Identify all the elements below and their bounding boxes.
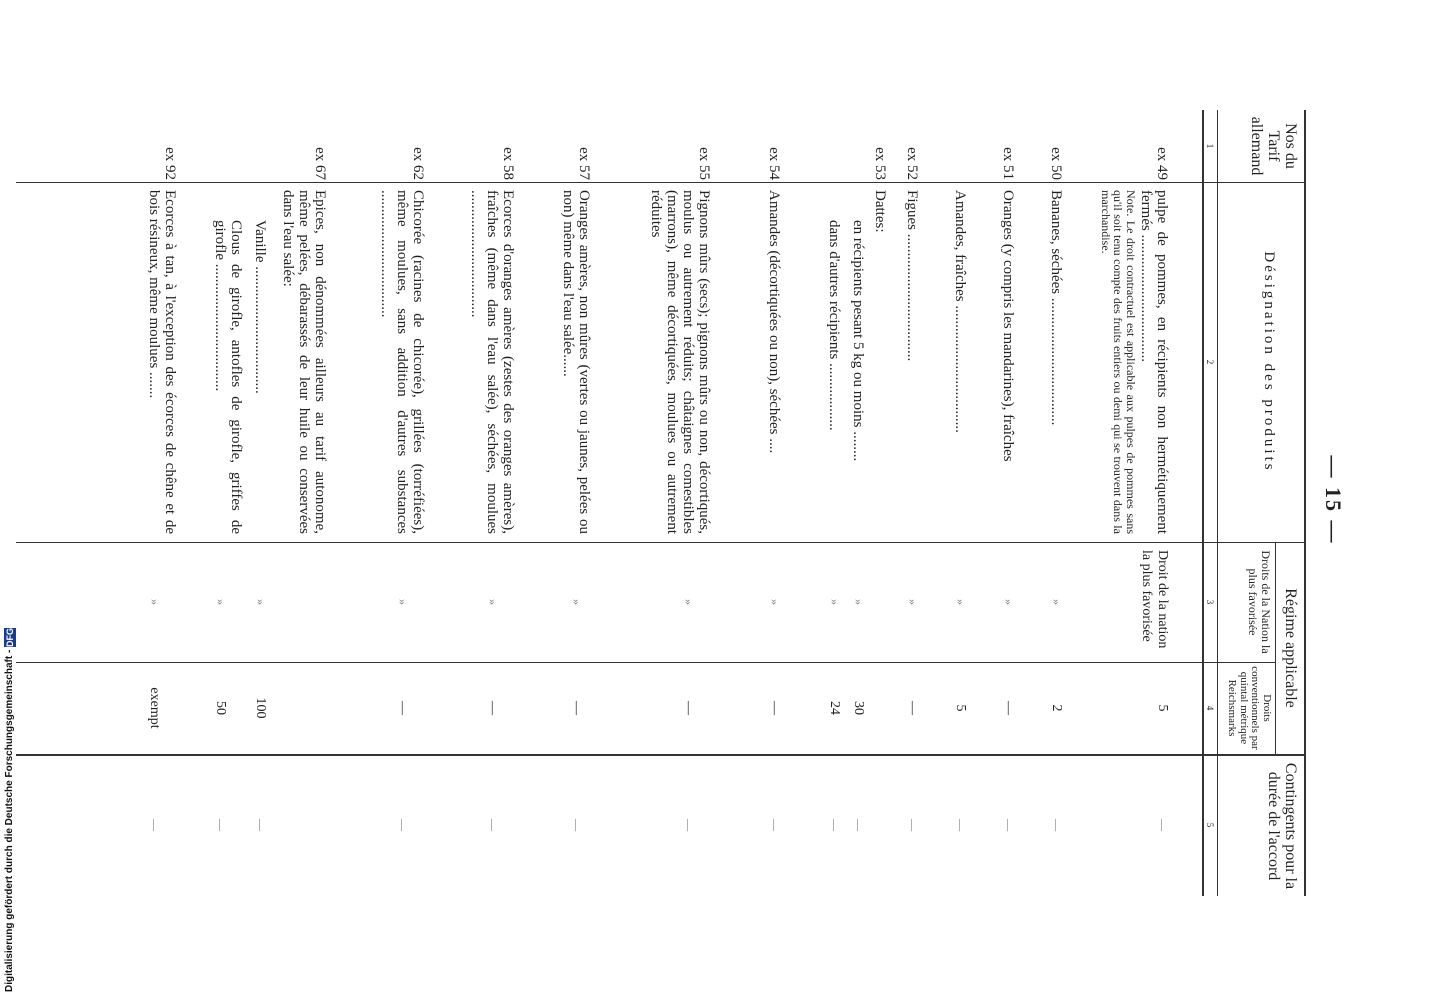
product-description: Dattes: xyxy=(872,190,888,233)
header-quota: Contingents pour la durée de l'accord xyxy=(1265,762,1299,890)
conventional-duty: — xyxy=(905,701,920,715)
tariff-number: ex 55 xyxy=(696,147,712,180)
product-description: Oranges (y compris les mandarines), fraîches xyxy=(1000,190,1016,462)
conventional-duty: 5 xyxy=(1155,704,1170,712)
mfn-value: » xyxy=(852,599,866,605)
product-description: Chicorée (racines de chicorée), grillées (torréfiées), même moulues, sans addition d'autres substances .................................. xyxy=(378,190,426,534)
product-description: dans d'autres récipients .................. xyxy=(826,220,842,431)
col-divider-3 xyxy=(16,662,1276,663)
conventional-duty: exempt xyxy=(147,687,162,729)
mfn-value: » xyxy=(828,599,842,605)
quota-value: — xyxy=(852,819,866,831)
tariff-number: ex 49 xyxy=(1154,147,1170,180)
product-description: Epices, non dénommées ailleurs au tarif autonome, même pelées, débarassés de leur huile ou conservées dans l'eau salée: xyxy=(280,190,328,534)
header-bottom-rule xyxy=(1217,110,1218,896)
description-note: Note. Le droit contractuel est applicable aux pulpes de pommes sans qu'il soit tenu compte des fruits entiers ou demi qui se trouvent dans la marchandise. xyxy=(1099,190,1138,534)
header-regime: Régime applicable xyxy=(1282,588,1299,708)
quota-value: — xyxy=(486,819,500,831)
col-divider-2 xyxy=(16,542,1306,543)
mfn-value: » xyxy=(570,599,584,605)
mfn-value: » xyxy=(486,599,500,605)
header-designation: Désignation des produits xyxy=(1261,251,1277,473)
dfg-logo: DFG xyxy=(5,627,15,647)
quota-value: — xyxy=(396,819,410,831)
conventional-duty: 5 xyxy=(953,704,968,712)
quota-value: — xyxy=(1050,819,1064,831)
credit-text: Digitalisierung gefördert durch die Deutsche Forschungsgemeinschaft - xyxy=(4,649,15,992)
colnum-4: 4 xyxy=(1205,705,1215,711)
tariff-number: ex 58 xyxy=(500,147,516,180)
quota-value: — xyxy=(1002,819,1016,831)
product-description: Ecorces à tan, à l'exception des écorces de chêne et de bois résineux, même moulues ....... xyxy=(146,190,178,534)
digitization-credit xyxy=(4,602,18,992)
conventional-duty: 24 xyxy=(827,701,842,715)
product-description: Bananes, séchées .................................. xyxy=(1048,190,1064,426)
product-description: Vanille .................................. xyxy=(252,220,268,394)
colnum-2: 2 xyxy=(1205,359,1215,365)
header-tariff: Nos du Tarif allemand xyxy=(1248,116,1299,176)
tariff-number: ex 54 xyxy=(766,147,782,180)
mfn-value: » xyxy=(906,599,920,605)
quota-value: — xyxy=(570,819,584,831)
tariff-number: ex 67 xyxy=(312,147,328,180)
header-mfn: Droits de la Nation la plus favorisée xyxy=(1246,550,1273,654)
tariff-number: ex 57 xyxy=(576,147,592,180)
quota-value: — xyxy=(1156,819,1170,831)
conventional-duty: — xyxy=(1001,701,1016,715)
product-description: Clous de girofle, antofles de girofle, griffes de girofle .................................. xyxy=(212,220,244,534)
conventional-duty: — xyxy=(767,701,782,715)
conventional-duty: 30 xyxy=(851,701,866,715)
description-text: pulpe de pommes, en récipients non hermétiquement fermés .................................. xyxy=(1138,190,1170,534)
mfn-value: » xyxy=(1050,599,1064,605)
conventional-duty: 2 xyxy=(1049,704,1064,712)
conventional-duty: 100 xyxy=(253,697,268,719)
header-conventional: Droits conventionnels par quintal métrique Reichsmarks xyxy=(1226,666,1273,750)
regime-rule xyxy=(1275,542,1276,754)
quota-value: — xyxy=(148,819,162,831)
conventional-duty: — xyxy=(485,701,500,715)
quota-value: — xyxy=(254,819,268,831)
conventional-duty: — xyxy=(395,701,410,715)
product-description: Amandes, fraîches .................................. xyxy=(952,190,968,433)
mfn-value: » xyxy=(396,599,410,605)
product-description: Pignons mûrs (secs); pignons mûrs ou non, décortiqués, moulus ou autrement réduits; châtaignes comestibles (marrons), même décortiquées, moulues ou autrement réduites xyxy=(648,190,712,534)
mfn-value: » xyxy=(682,599,696,605)
conventional-duty: — xyxy=(569,701,584,715)
quota-value: — xyxy=(214,819,228,831)
product-description: en récipients pesant 5 kg ou moins ........ xyxy=(850,220,866,462)
quota-value: — xyxy=(682,819,696,831)
colnum-rule xyxy=(1202,110,1204,896)
product-description: Ecorces d'oranges amères (zestes des oranges amères), fraîches (même dans l'eau salée), séchées, moulues .................................. xyxy=(468,190,516,534)
colnum-3: 3 xyxy=(1205,599,1215,605)
product-description xyxy=(1100,190,1171,534)
quota-value: — xyxy=(828,819,842,831)
mfn-value: Droit de la nation la plus favorisée xyxy=(1139,550,1170,649)
tariff-number: ex 52 xyxy=(904,147,920,180)
mfn-value: » xyxy=(954,599,968,605)
mfn-value: » xyxy=(254,599,268,605)
colnum-1: 1 xyxy=(1205,143,1215,149)
mfn-value: » xyxy=(1002,599,1016,605)
tariff-number: ex 51 xyxy=(1000,147,1016,180)
quota-value: — xyxy=(906,819,920,831)
col-divider-1 xyxy=(16,182,1306,183)
conventional-duty: — xyxy=(681,701,696,715)
col-divider-4 xyxy=(16,754,1306,756)
mfn-value: » xyxy=(768,599,782,605)
colnum-5: 5 xyxy=(1205,822,1215,828)
quota-value: — xyxy=(954,819,968,831)
mfn-value: » xyxy=(148,599,162,605)
tariff-number: ex 50 xyxy=(1048,147,1064,180)
tariff-number: ex 53 xyxy=(872,147,888,180)
product-description: Oranges amères, non mûres (vertes ou jaunes, pelées ou non) même dans l'eau salée...... xyxy=(560,190,592,534)
quota-value: — xyxy=(768,819,782,831)
tariff-table xyxy=(16,110,1306,896)
tariff-number: ex 62 xyxy=(410,147,426,180)
page-number: — 15 — xyxy=(1321,455,1346,545)
conventional-duty: 50 xyxy=(213,701,228,715)
product-description: Amandes (décortiquées ou non), séchées .... xyxy=(766,190,782,454)
mfn-value: » xyxy=(214,599,228,605)
product-description: Figues .................................. xyxy=(904,190,920,362)
table-top-rule xyxy=(1304,110,1306,896)
tariff-number: ex 92 xyxy=(162,147,178,180)
